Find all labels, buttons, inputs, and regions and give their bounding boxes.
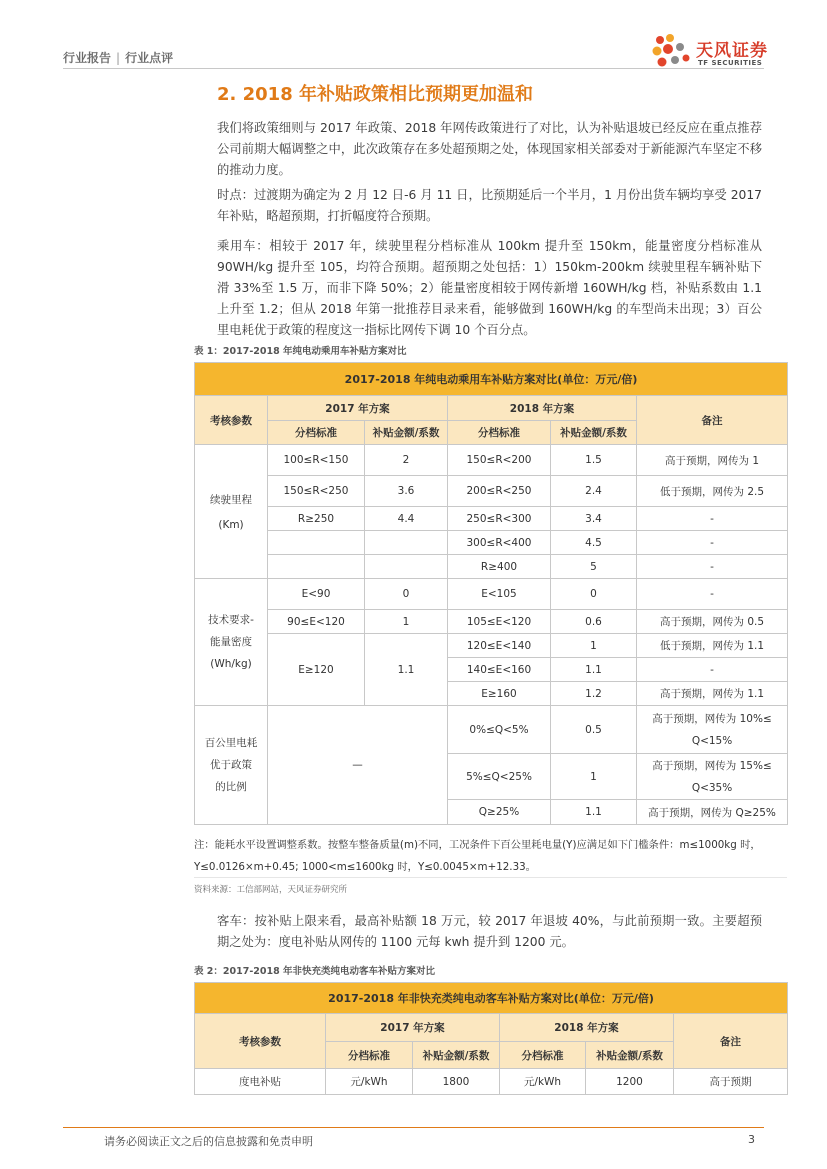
note-line: Q<35% <box>691 781 733 794</box>
table1-note <box>194 834 794 878</box>
header-2018: 2018 年方案 <box>448 396 637 421</box>
cell: 1800 <box>413 1069 500 1095</box>
paragraph-bus: 客车：按补贴上限来看，最高补贴额 18 万元，较 2017 年退坡 40%，与此前预期一致。主要超预期之处为：度电补贴从网传的 1100 元每 kwh 提升到 1200 元。 <box>217 914 762 949</box>
cell <box>637 706 788 754</box>
group-label: (Wh/kg) <box>210 658 252 670</box>
cell: 1200 <box>586 1069 674 1095</box>
footer-divider <box>63 1127 764 1128</box>
cell-not-applicable: — <box>268 706 448 825</box>
subheader-std-2018: 分档标准 <box>448 421 551 445</box>
note-line: Q<15% <box>691 734 733 747</box>
cell <box>365 555 448 579</box>
header-note: 备注 <box>674 1014 788 1069</box>
company-logo-name: 天风证券 <box>696 41 768 61</box>
cell <box>365 531 448 555</box>
source-divider <box>194 877 787 878</box>
cell: 150≤R<200 <box>448 445 551 476</box>
cell: 2 <box>365 445 448 476</box>
table-row <box>195 634 788 658</box>
table-row <box>195 1069 788 1095</box>
cell: 140≤E<160 <box>448 658 551 682</box>
cell: E≥160 <box>448 682 551 706</box>
footer-disclaimer: 请务必阅读正文之后的信息披露和免责申明 <box>104 1135 313 1148</box>
cell: - <box>637 579 788 610</box>
cell: - <box>637 658 788 682</box>
cell: 105≤E<120 <box>448 610 551 634</box>
header-separator: | <box>116 51 121 65</box>
cell: - <box>637 531 788 555</box>
subheader-std-2017: 分档标准 <box>326 1042 413 1069</box>
group-range <box>195 445 268 579</box>
cell: 5 <box>551 555 637 579</box>
cell: 4.4 <box>365 507 448 531</box>
company-logo-subtitle: TF SECURITIES <box>698 59 763 67</box>
cell <box>637 754 788 800</box>
table-row <box>195 555 788 579</box>
cell: E<105 <box>448 579 551 610</box>
cell: 0%≤Q<5% <box>448 706 551 754</box>
cell: 4.5 <box>551 531 637 555</box>
paragraph-overview: 我们将政策细则与 2017 年政策、2018 年网传政策进行了对比，认为补贴退坡已经反应在重点推荐公司前期大幅调整之中，此次政策存在多处超预期之处，体现国家相关部委对于新能源汽车坚定不移的推动力度。 <box>217 121 762 177</box>
table1-source: 资料来源：工信部网站，天风证券研究所 <box>194 885 348 895</box>
cell: 0 <box>365 579 448 610</box>
table-row <box>195 445 788 476</box>
subheader-amt-2018: 补贴金额/系数 <box>586 1042 674 1069</box>
cell: 1.5 <box>551 445 637 476</box>
header-2018: 2018 年方案 <box>500 1014 674 1042</box>
group-label: 技术要求- <box>208 614 254 626</box>
cell: 200≤R<250 <box>448 476 551 507</box>
cell: 5%≤Q<25% <box>448 754 551 800</box>
cell: - <box>637 555 788 579</box>
page-number: 3 <box>748 1133 755 1146</box>
cell: 100≤R<150 <box>268 445 365 476</box>
group-energy <box>195 579 268 706</box>
table-row <box>195 706 788 754</box>
cell: 0.5 <box>551 706 637 754</box>
cell: 120≤E<140 <box>448 634 551 658</box>
table-row <box>195 476 788 507</box>
subheader-amt-2018: 补贴金额/系数 <box>551 421 637 445</box>
section-title: 2. 2018 年补贴政策相比预期更加温和 <box>217 84 533 105</box>
note-line: 高于预期，网传为 15%≤ <box>652 759 772 772</box>
cell: 150≤R<250 <box>268 476 365 507</box>
cell: - <box>637 507 788 531</box>
table2-caption: 表 2：2017-2018 年非快充类纯电动客车补贴方案对比 <box>194 966 436 977</box>
cell: 0.6 <box>551 610 637 634</box>
cell: 1.1 <box>551 800 637 825</box>
header-2017: 2017 年方案 <box>268 396 448 421</box>
cell: 1.1 <box>551 658 637 682</box>
cell: 高于预期，网传为 1.1 <box>637 682 788 706</box>
cell: 90≤E<120 <box>268 610 365 634</box>
cell: 高于预期 <box>674 1069 788 1095</box>
cell: 1 <box>551 634 637 658</box>
cell: 1 <box>365 610 448 634</box>
passenger-car-subsidy-table <box>194 362 788 825</box>
cell: 低于预期，网传为 2.5 <box>637 476 788 507</box>
subheader-std-2017: 分档标准 <box>268 421 365 445</box>
table-row <box>195 531 788 555</box>
header-2017: 2017 年方案 <box>326 1014 500 1042</box>
cell: R≥400 <box>448 555 551 579</box>
cell <box>268 555 365 579</box>
cell: 高于预期，网传为 0.5 <box>637 610 788 634</box>
cell: 元/kWh <box>500 1069 586 1095</box>
note-line: Y≤0.0126×m+0.45; 1000<m≤1600kg 时，Y≤0.0045×m+12.33。 <box>194 861 536 873</box>
group-label: 优于政策 <box>210 759 252 771</box>
cell: 0 <box>551 579 637 610</box>
cell: 元/kWh <box>326 1069 413 1095</box>
table1-title: 2017-2018 年纯电动乘用车补贴方案对比(单位：万元/倍) <box>195 363 788 396</box>
group-label: (Km) <box>218 519 244 531</box>
report-subcategory: 行业点评 <box>125 51 174 65</box>
group-label: 的比例 <box>215 781 247 793</box>
group-label: 续驶里程 <box>210 494 252 506</box>
cell: 度电补贴 <box>195 1069 326 1095</box>
cell: E≥120 <box>268 634 365 706</box>
table-row <box>195 507 788 531</box>
subheader-amt-2017: 补贴金额/系数 <box>413 1042 500 1069</box>
cell: 3.4 <box>551 507 637 531</box>
paragraph-passenger-car: 乘用车：相较于 2017 年，续驶里程分档标准从 100km 提升至 150km，能量密度分档标准从 90WH/kg 提升至 105，均符合预期。超预期之处包括：1）150km-200km 续驶里程车辆补贴下滑 33%至 1.5 万，而非下降 50%；2）能量密度相较于网传新增 160WH/kg 档，补贴系数由 1.1 上升至 1.2；但从 2018 年第一批推荐目录来看，能够做到 160WH/kg 的车型尚未出现；3）百公里电耗优于政策的程度这一指标比网传下调 10 个百分点。 <box>217 239 762 337</box>
group-label: 能量密度 <box>210 636 252 648</box>
cell: 2.4 <box>551 476 637 507</box>
cell: Q≥25% <box>448 800 551 825</box>
report-category: 行业报告 <box>63 51 112 65</box>
header-param: 考核参数 <box>195 396 268 445</box>
note-line: 高于预期，网传为 10%≤ <box>652 712 772 725</box>
group-label: 百公里电耗 <box>204 737 258 749</box>
cell: R≥250 <box>268 507 365 531</box>
cell: 1.1 <box>365 634 448 706</box>
table-row <box>195 610 788 634</box>
header-note: 备注 <box>637 396 788 445</box>
subheader-std-2018: 分档标准 <box>500 1042 586 1069</box>
cell: 250≤R<300 <box>448 507 551 531</box>
paragraph-timing: 时点：过渡期为确定为 2 月 12 日-6 月 11 日，比预期延后一个半月，1 月份出货车辆均享受 2017 年补贴，略超预期，打折幅度符合预期。 <box>217 188 762 223</box>
cell <box>268 531 365 555</box>
note-line: 注：能耗水平设置调整系数。按整车整备质量(m)不同，工况条件下百公里耗电量(Y)应满足如下门槛条件：m≤1000kg 时， <box>194 839 761 851</box>
bus-subsidy-table <box>194 982 788 1095</box>
table2-title: 2017-2018 年非快充类纯电动客车补贴方案对比(单位：万元/倍) <box>195 983 788 1014</box>
cell: 高于预期，网传为 Q≥25% <box>637 800 788 825</box>
cell: 3.6 <box>365 476 448 507</box>
header-param: 考核参数 <box>195 1014 326 1069</box>
group-consumption <box>195 706 268 825</box>
cell: 高于预期，网传为 1 <box>637 445 788 476</box>
table1-caption: 表 1：2017-2018 年纯电动乘用车补贴方案对比 <box>194 346 407 357</box>
subheader-amt-2017: 补贴金额/系数 <box>365 421 448 445</box>
cell: 1.2 <box>551 682 637 706</box>
cell: 低于预期，网传为 1.1 <box>637 634 788 658</box>
cell: E<90 <box>268 579 365 610</box>
cell: 300≤R<400 <box>448 531 551 555</box>
report-type <box>63 49 173 66</box>
table-row <box>195 579 788 610</box>
cell: 1 <box>551 754 637 800</box>
